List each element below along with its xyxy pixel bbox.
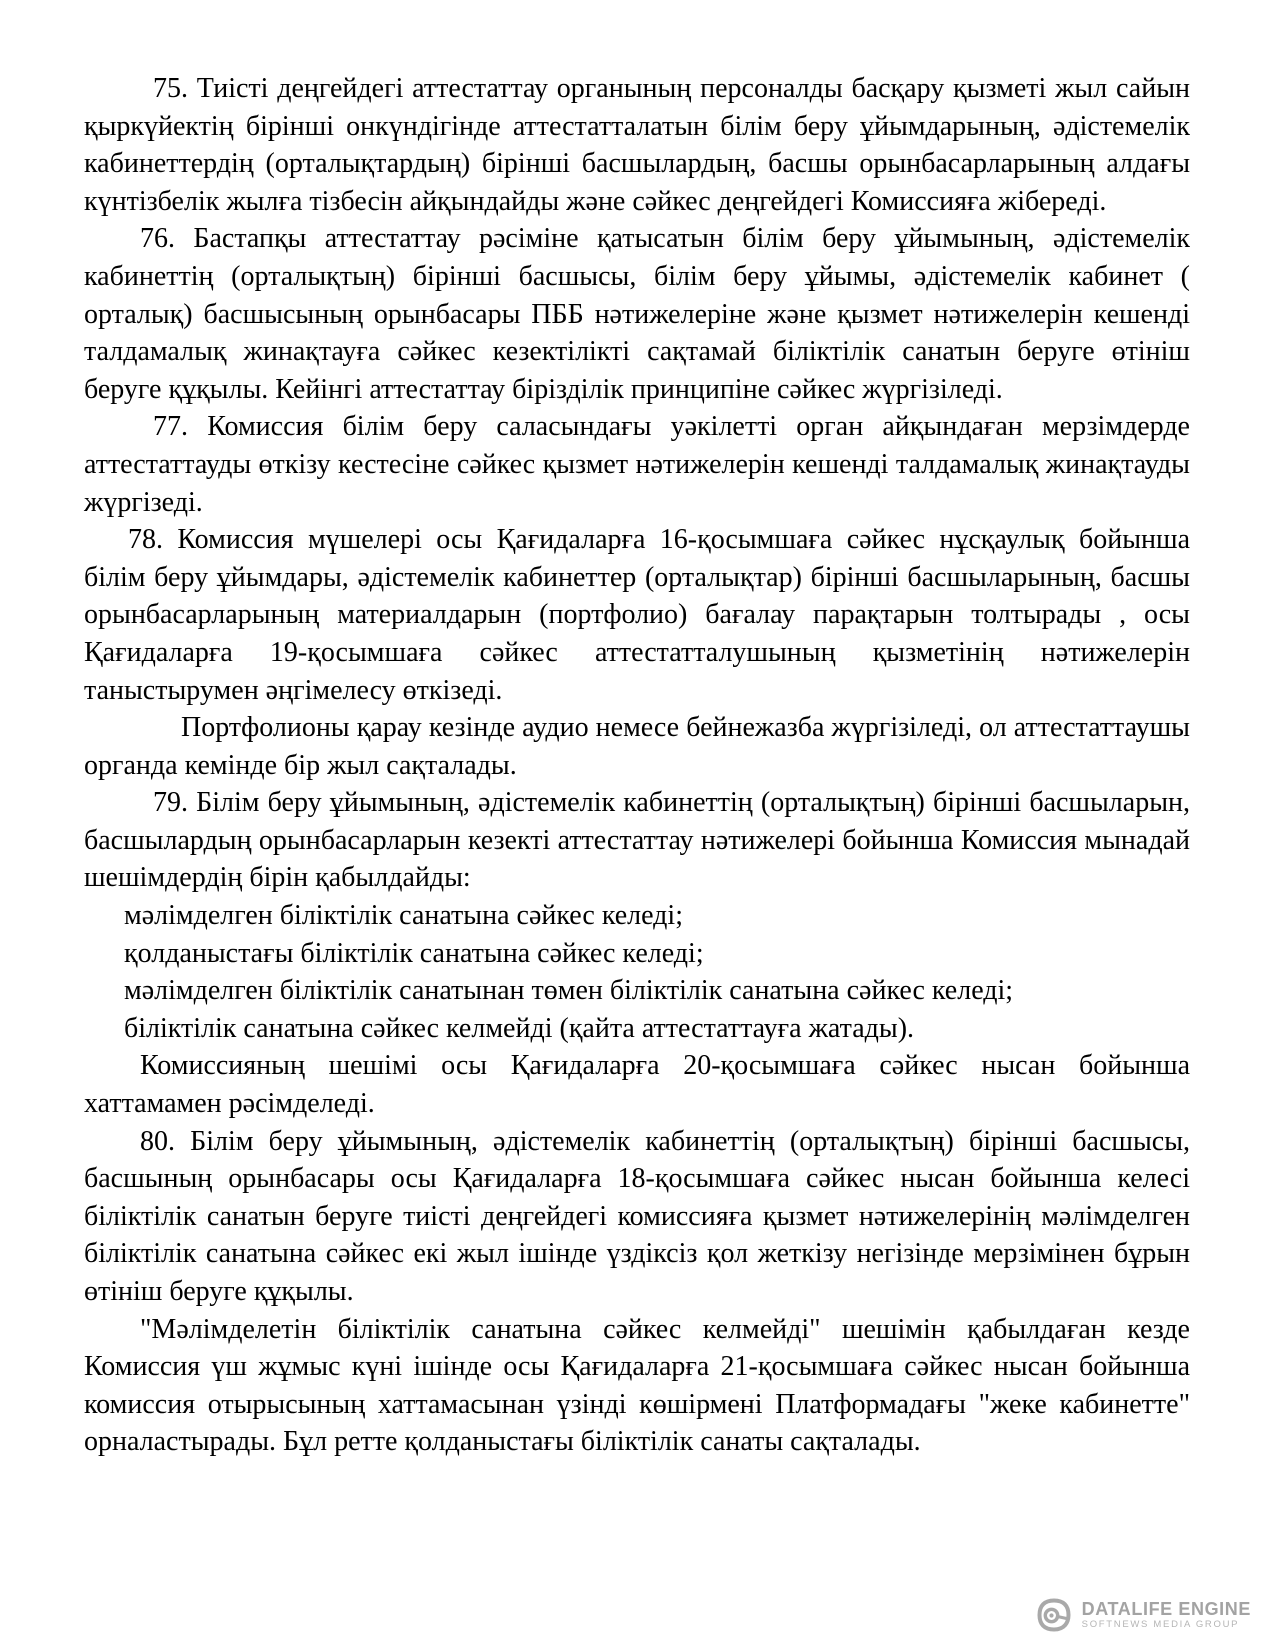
paragraph-75: 75. Тиісті деңгейдегі аттестаттау органының персоналды басқару қызметі жыл сайын қыркүйектің бірінші онкүндігінде аттестатталатын білім беру ұйымдарының, әдістемелік кабинеттердің (орталықтардың) бірінші басшылардың, басшы орынбасарларының алдағы күнтізбелік жылға тізбесін айқындайды және сәйкес деңгейдегі Комиссияға жібереді. (84, 73, 1190, 217)
decision-option-4: біліктілік санатына сәйкес келмейді (қайта аттестаттауға жатады). (124, 1012, 915, 1044)
datalife-engine-watermark (1035, 1596, 1251, 1634)
decision-option-2: қолданыстағы біліктілік санатына сәйкес келеді; (124, 937, 704, 969)
decision-option-3: мәлімделген біліктілік санатынан төмен біліктілік санатына сәйкес келеді; (124, 975, 1014, 1007)
paragraph-protocol-note: Комиссияның шешімі осы Қағидаларға 20-қосымшаға сәйкес нысан бойынша хаттамамен рәсімделеді. (84, 1050, 1190, 1120)
watermark-text (1082, 1600, 1251, 1631)
paragraph-final-note: "Мәлімделетін біліктілік санатына сәйкес келмейді" шешімін қабылдаған кезде Комиссия үш жұмыс күні ішінде осы Қағидаларға 21-қосымшаға сәйкес нысан бойынша комиссия отырысының хаттамасынан үзінді көшірмені Платформадағы "жеке кабинетте" орналастырады. Бұл ретте қолданыстағы біліктілік санаты сақталады. (84, 1313, 1190, 1458)
paragraph-80: 80. Білім беру ұйымының, әдістемелік кабинеттің (орталықтың) бірінші басшысы, басшының орынбасары осы Қағидаларға 18-қосымшаға сәйкес нысан бойынша келесі біліктілік санатын беруге тиісті деңгейдегі комиссияға қызмет нәтижелерінің мәлімделген біліктілік санатына сәйкес екі жыл ішінде үздіксіз қол жеткізу негізінде мерзімінен бұрын өтініш беруге құқылы. (84, 1125, 1190, 1307)
paragraph-79: 79. Білім беру ұйымының, әдістемелік кабинеттің (орталықтың) бірінші басшыларын, басшылардың орынбасарларын кезекті аттестаттау нәтижелері бойынша Комиссия мынадай шешімдердің бірін қабылдайды: (84, 787, 1190, 894)
document-body (84, 70, 1190, 1461)
watermark-title: DATALIFE ENGINE (1081, 1598, 1251, 1619)
paragraph-77: 77. Комиссия білім беру саласындағы уәкілетті орган айқындаған мерзімдерде аттестаттауды өткізу кестесіне сәйкес қызмет нәтижелерін кешенді талдамалық жинақтауды жүргізеді. (84, 411, 1190, 518)
paragraph-portfolio-note: Портфолионы қарау кезінде аудио немесе бейнежазба жүргізіледі, ол аттестаттаушы органда кемінде бір жыл сақталады. (84, 712, 1190, 781)
paragraph-76: 76. Бастапқы аттестаттау рәсіміне қатысатын білім беру ұйымының, әдістемелік кабинеттің (орталықтың) бірінші басшысы, білім беру ұйымы, әдістемелік кабинет ( орталық) басшысының орынбасары ПББ нәтижелеріне және қызмет нәтижелерін кешенді талдамалық жинақтауға сәйкес кезектілікті сақтамай біліктілік санатын беруге өтініш беруге құқылы. Кейінгі аттестаттау бірізділік принципіне сәйкес жүргізіледі. (84, 223, 1190, 405)
paragraph-78: 78. Комиссия мүшелері осы Қағидаларға 16-қосымшаға сәйкес нұсқаулық бойынша білім беру ұйымдары, әдістемелік кабинеттер (орталықтар) бірінші басшыларының, басшы орынбасарларының материалдарын (портфолио) бағалау парақтарын толтырады , осы Қағидаларға 19-қосымшаға сәйкес аттестатталушының қызметінің нәтижелерін таныстырумен әңгімелесу өткізеді. (84, 524, 1190, 706)
watermark-subtitle: SOFTNEWS MEDIA GROUP (1081, 1619, 1240, 1631)
decision-option-1: мәлімделген біліктілік санатына сәйкес келеді; (124, 900, 683, 932)
datalife-engine-eye-icon (1035, 1596, 1073, 1634)
